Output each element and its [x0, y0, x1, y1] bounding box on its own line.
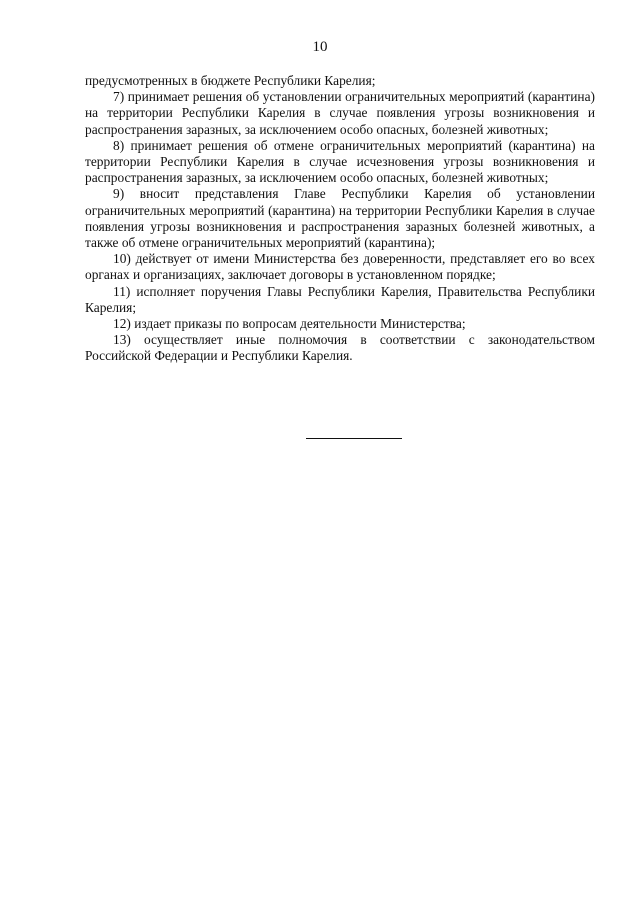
paragraph-item-11: 11) исполняет поручения Главы Республики Карелия, Правительства Республики Карелия;: [85, 283, 595, 315]
paragraph-item-12: 12) издает приказы по вопросам деятельности Министерства;: [113, 316, 466, 332]
paragraph-item-9: 9) вносит представления Главе Республики Карелия об установлении ограничительных мероприятий (карантина) на территории Республики Карелия в случае появления угрозы возникновения и распространения заразных болезней животных, а также об отмене ограничительных мероприятий (карантина);: [85, 186, 595, 251]
paragraph-item-13: 13) осуществляет иные полномочия в соответствии с законодательством Российской Федерации и Республики Карелия.: [85, 332, 595, 364]
paragraph-item-7: 7) принимает решения об установлении ограничительных мероприятий (карантина) на территории Республики Карелия в случае появления угрозы возникновения и распространения заразных, за исключением особо опасных, болезней животных;: [85, 89, 595, 137]
paragraph-item-8: 8) принимает решения об отмене ограничительных мероприятий (карантина) на территории Республики Карелия в случае исчезновения угрозы возникновения и распространения заразных, за исключением особо опасных, болезней животных;: [85, 137, 595, 186]
paragraph-item-10: 10) действует от имени Министерства без доверенности, представляет его во всех органах и организациях, заключает договоры в установленном порядке;: [85, 251, 595, 283]
document-body: [85, 73, 595, 365]
paragraph-continuation: предусмотренных в бюджете Республики Карелия;: [85, 73, 376, 88]
page-number: 10: [312, 39, 328, 55]
closing-divider-line: [306, 438, 402, 439]
